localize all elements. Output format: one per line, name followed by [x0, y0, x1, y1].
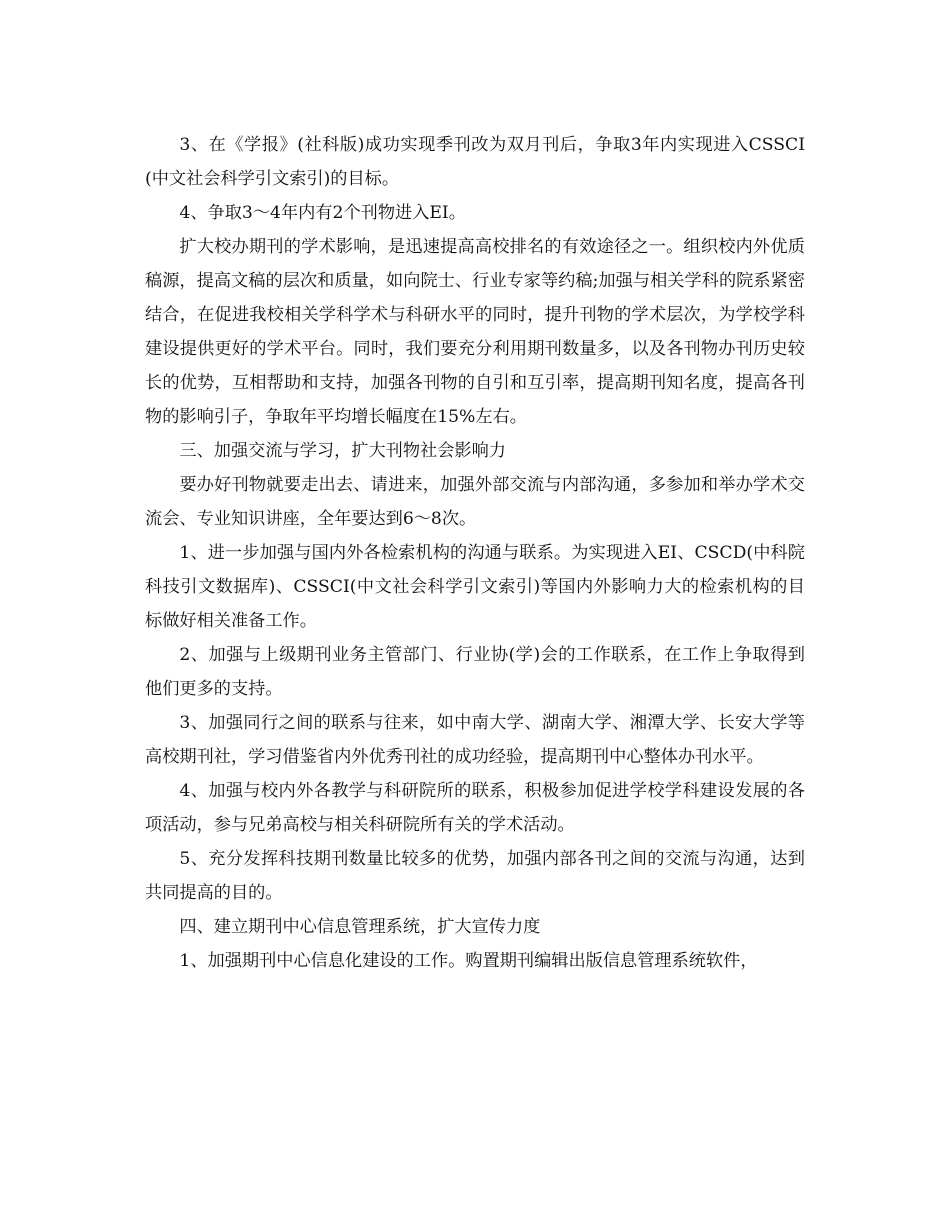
- paragraph-exchange-intro: 要办好刊物就要走出去、请进来，加强外部交流与内部沟通，多参加和举办学术交流会、专业知识讲座，全年要达到6～8次。: [145, 475, 805, 529]
- paragraph-info-system-item-1: 1、加强期刊中心信息化建设的工作。购置期刊编辑出版信息管理系统软件，: [179, 951, 758, 971]
- paragraph-exchange-item-4: 4、加强与校内外各教学与科研院所的联系，积极参加促进学校学科建设发展的各项活动，参与兄弟高校与相关科研院所有关的学术活动。: [145, 781, 805, 835]
- paragraph-exchange-item-2: 2、加强与上级期刊业务主管部门、行业协(学)会的工作联系，在工作上争取得到他们更多的支持。: [145, 645, 805, 699]
- document-page: [145, 128, 805, 978]
- paragraph-exchange-item-3: 3、加强同行之间的联系与往来，如中南大学、湖南大学、湘潭大学、长安大学等高校期刊社，学习借鉴省内外优秀刊社的成功经验，提高期刊中心整体办刊水平。: [145, 713, 805, 767]
- paragraph-goal-3-cssci: 3、在《学报》(社科版)成功实现季刊改为双月刊后，争取3年内实现进入CSSCI(中文社会科学引文索引)的目标。: [145, 135, 805, 189]
- paragraph-exchange-item-1: 1、进一步加强与国内外各检索机构的沟通与联系。为实现进入EI、CSCD(中科院科技引文数据库)、CSSCI(中文社会科学引文索引)等国内外影响力大的检索机构的目标做好相关准备工作。: [145, 543, 805, 631]
- section-heading-info-system: 四、建立期刊中心信息管理系统，扩大宣传力度: [179, 917, 541, 937]
- paragraph-academic-influence: 扩大校办期刊的学术影响，是迅速提高高校排名的有效途径之一。组织校内外优质稿源，提高文稿的层次和质量，如向院士、行业专家等约稿;加强与相关学科的院系紧密结合，在促进我校相关学科学术与科研水平的同时，提升刊物的学术层次，为学校学科建设提供更好的学术平台。同时，我们要充分利用期刊数量多，以及各刊物办刊历史较长的优势，互相帮助和支持，加强各刊物的自引和互引率，提高期刊知名度，提高各刊物的影响引子，争取年平均增长幅度在15%左右。: [145, 237, 805, 427]
- paragraph-exchange-item-5: 5、充分发挥科技期刊数量比较多的优势，加强内部各刊之间的交流与沟通，达到共同提高的目的。: [145, 849, 805, 903]
- section-heading-exchange: 三、加强交流与学习，扩大刊物社会影响力: [179, 441, 506, 461]
- paragraph-goal-4-ei: 4、争取3～4年内有2个刊物进入EI。: [179, 203, 466, 223]
